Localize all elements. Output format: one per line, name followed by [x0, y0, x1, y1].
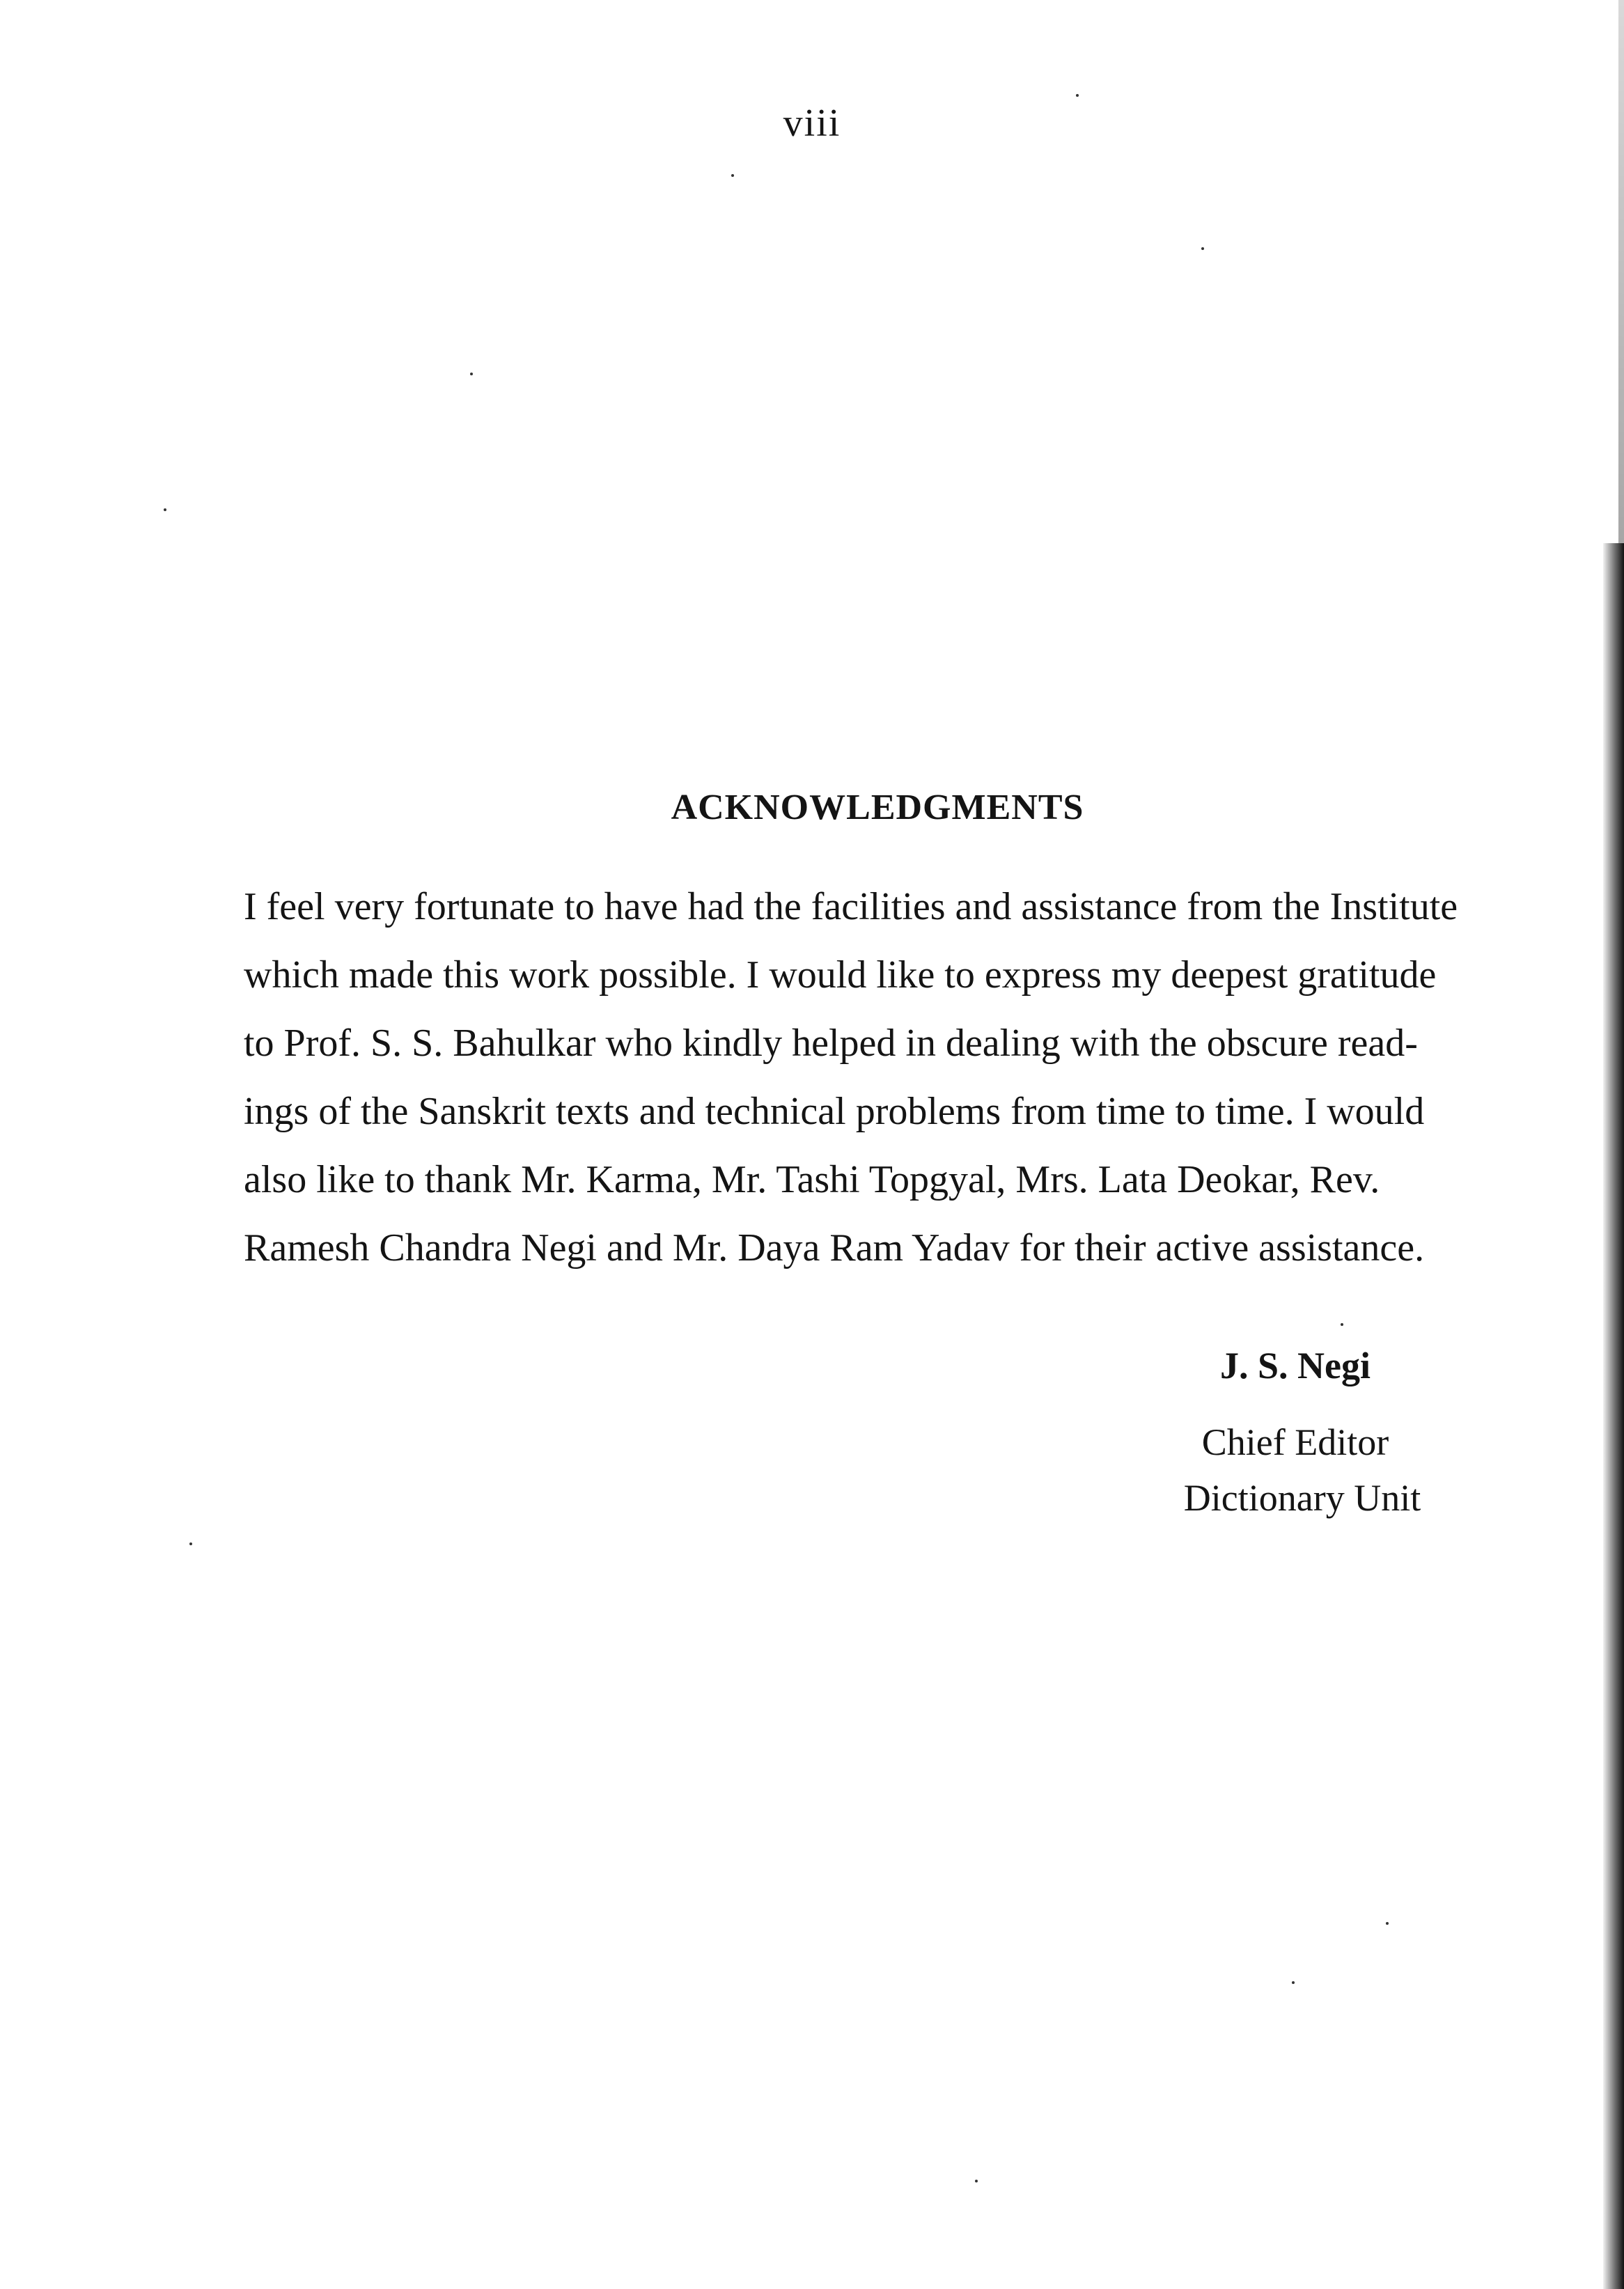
scan-speck — [1201, 247, 1204, 250]
paragraph-line: I feel very fortunate to have had the facilities and assistance from the Institute — [244, 885, 1458, 928]
scan-speck — [1076, 94, 1079, 97]
scan-speck — [1386, 1922, 1389, 1925]
paragraph-line: to Prof. S. S. Bahulkar who kindly helped in dealing with the obscure read- — [244, 1022, 1418, 1065]
page-number: viii — [783, 102, 841, 145]
scan-speck — [164, 508, 166, 511]
scan-speck — [975, 2180, 978, 2182]
signatory-unit: Dictionary Unit — [1183, 1477, 1421, 1519]
scan-speck — [1292, 1981, 1295, 1984]
paragraph-line: which made this work possible. I would like to express my deepest gratitude — [244, 953, 1437, 997]
section-heading: ACKNOWLEDGMENTS — [671, 788, 1084, 827]
scan-speck — [470, 373, 473, 375]
signatory-name: J. S. Negi — [1220, 1345, 1371, 1386]
scan-speck — [189, 1542, 192, 1545]
scan-edge-shadow — [1603, 543, 1624, 2289]
paragraph-line: also like to thank Mr. Karma, Mr. Tashi Topgyal, Mrs. Lata Deokar, Rev. — [244, 1158, 1380, 1201]
scan-edge-top — [1618, 0, 1624, 543]
paragraph-line: Ramesh Chandra Negi and Mr. Daya Ram Yadav for their active assistance. — [244, 1226, 1425, 1270]
scan-speck — [1341, 1323, 1343, 1326]
signatory-title: Chief Editor — [1201, 1421, 1389, 1463]
scan-speck — [731, 174, 734, 177]
paragraph-line: ings of the Sanskrit texts and technical problems from time to time. I would — [244, 1090, 1425, 1133]
